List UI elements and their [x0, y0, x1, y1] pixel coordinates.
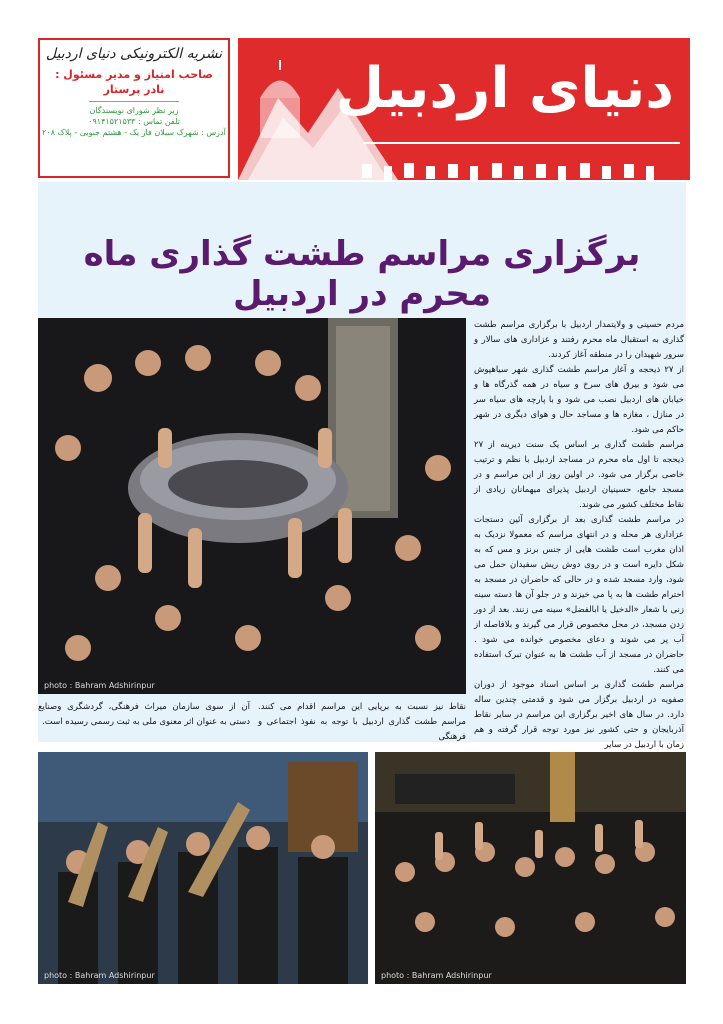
article-paragraph: در مراسم طشت گذاری بعد از برگزاری آئین دستجات عزاداری هر محله و در انتهای مراسم که معمولا نزدیک به اذان مغرب است طشت هایی از جنس برنز و مس که به شکل دایره است و در روی دوش ریش سفیدان حمل می شود، وارد مسجد شده و در حالی که حاضران در مسجد به احترام طشت ها به پا می خیزند و در جلو آن ها دسته سینه زنی با شعار «الدخیل یا ابالفضل» سینه می زنند. بعد از دور زدن مسجد، در محل مخصوص قرار می گیرند و بلافاصله از آب پر می شوند و دعای مخصوص خوانده می شود . حاضران در مسجد از آب طشت ها به عنوان تبرک استفاده می کنند. [474, 515, 684, 675]
council-line: زیر نظر شورای نویسندگان [89, 106, 179, 115]
article-paragraph: از ۲۷ ذیحجه و آغاز مراسم طشت گذاری شهر سیاهپوش می شود و بیرق های سرخ و سیاه در همه گذرگاه ها و خیابان های اردبیل نصب می شود و با پارچه های سیاه سر در منازل ، مغازه ها و مساجد حال و هوای دیگری در شهر حاکم می شود. [474, 365, 684, 435]
masthead-underline [363, 142, 680, 144]
photo-credit: photo : Bahram Adshirinpur [381, 971, 492, 980]
owner-name: نادر پرستار [103, 83, 165, 96]
publisher-info-box [38, 38, 230, 178]
ceremony-photo-illustration [38, 318, 466, 694]
divider [89, 101, 179, 102]
horn-players-illustration [38, 752, 368, 984]
masthead-title: دنیای اردبیل [335, 56, 674, 121]
phone-line: تلفن تماس : ۰۹۱۴۱۵۲۱۵۳۳ [88, 117, 180, 126]
main-photo [38, 318, 466, 694]
owner-label: صاحب امتیاز و مدیر مسئول : [55, 68, 213, 81]
publication-name: نشریه الکترونیکی دنیای اردبیل [45, 46, 223, 62]
photo-credit: photo : Bahram Adshirinpur [44, 971, 155, 980]
article-continuation-middle: نقاط نیز نسبت به برپایی این مراسم اقدام می کنند. مراسم طشت گذاری اردبیل با توجه به نفوذ اجتماعی و فرهنگی [258, 702, 466, 742]
article-paragraph: مراسم طشت گذاری بر اساس اسناد موجود از دوران صفویه در اردبیل برگزار می شود و قدمتی چندین ساله دارد. در سال های اخیر برگزاری این مراسم در سایر نقاط آذربایجان و حتی کشور نیز مورد توجه قرار گرفته و هم زمان با اردبیل در سایر [474, 680, 684, 750]
article-paragraph: مردم حسینی و ولایتمدار اردبیل با برگزاری مراسم طشت گذاری به استقبال ماه محرم رفتند و عزاداری های سالار و سرور شهیدان را در منطقه آغاز کردند. [474, 320, 684, 360]
mourners-photo [375, 752, 686, 984]
horn-players-photo [38, 752, 368, 984]
mourners-illustration [375, 752, 686, 984]
article-body [474, 318, 684, 750]
article-headline: برگزاری مراسم طشت گذاری ماه محرم در اردبیل [83, 234, 641, 314]
article-paragraph: مراسم طشت گذاری بر اساس یک سنت دیرینه از ۲۷ ذیحجه تا اول ماه محرم در مساجد اردبیل با نظم و ترتیب خاصی برگزار می شود. در اولین روز از این مراسم و در مسجد جامع، حسینیان اردبیل پذیرای میهمانان زیادی از نقاط مختلف کشور می شوند. [474, 440, 684, 510]
photo-credit: photo : Bahram Adshirinpur [44, 681, 155, 690]
masthead [238, 38, 690, 180]
article-continuation-left: آن از سوی سازمان میراث فرهنگی، گردشگری وصنایع دستی به عنوان اثر معنوی ملی به ثبت رسمی رسیده است. [38, 702, 250, 727]
address-line: آدرس : شهرک سبلان فاز یک - هشتم جنوبی - پلاک ۲۰۸ [42, 128, 226, 137]
